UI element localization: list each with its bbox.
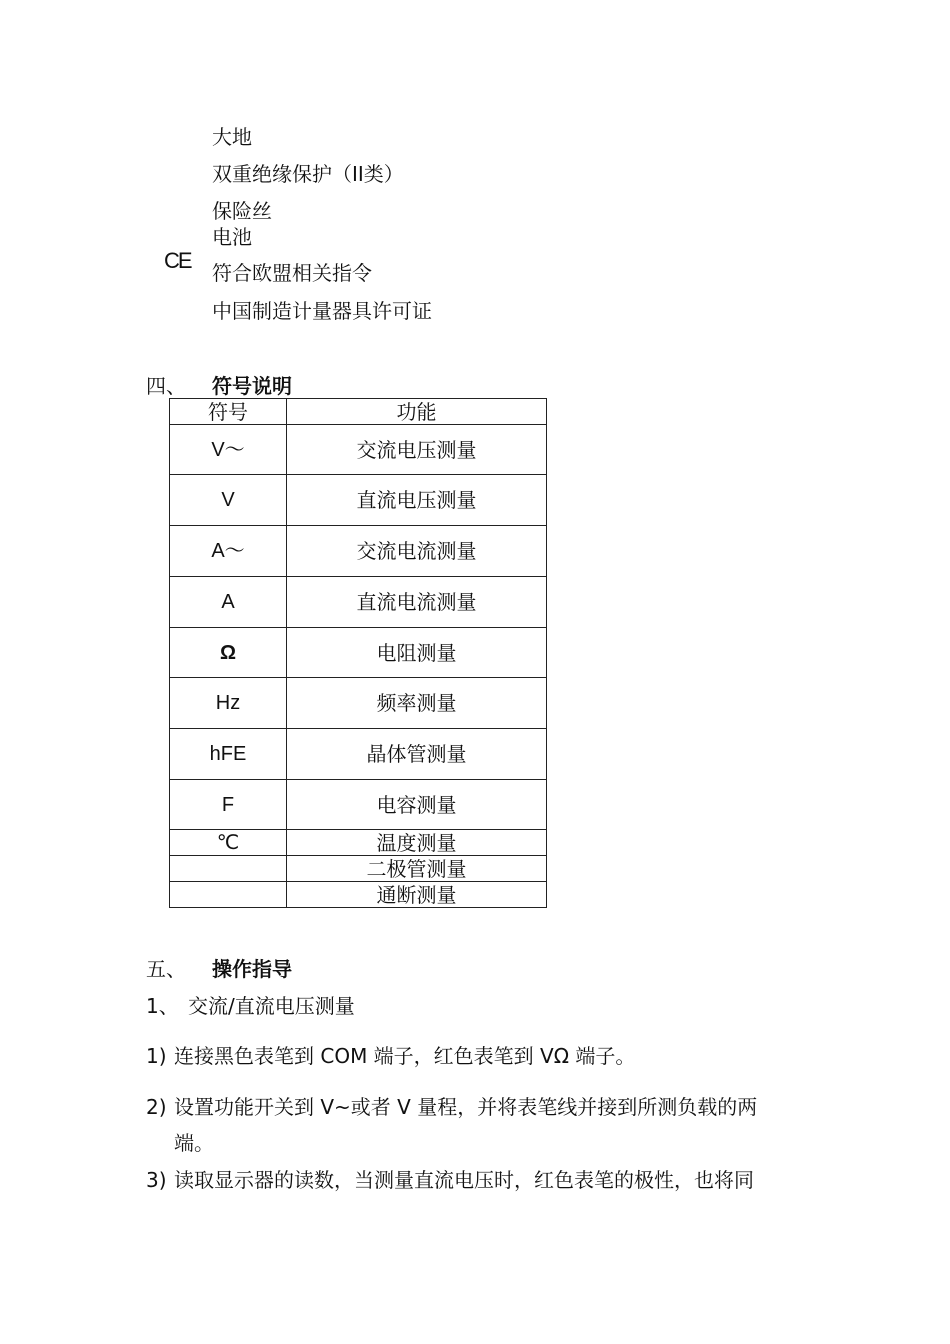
symbol-item-ground: 大地 (212, 125, 252, 149)
table-header-function: 功能 (287, 399, 547, 425)
table-cell-symbol: A (170, 577, 287, 628)
symbol-item-double-insulation: 双重绝缘保护（II类） (212, 162, 404, 186)
step-text: 读取显示器的读数，当测量直流电压时，红色表笔的极性，也将同 (174, 1168, 754, 1192)
section-title: 操作指导 (212, 957, 292, 981)
ce-mark-icon: CE (164, 248, 191, 273)
table-cell-function: 晶体管测量 (287, 729, 547, 780)
table-cell-symbol: F (170, 780, 287, 830)
table-cell-symbol: hFE (170, 729, 287, 780)
table-header-row (170, 399, 547, 425)
table-row (170, 526, 547, 577)
step-number: 3) (146, 1168, 167, 1192)
symbol-item-cmc: 中国制造计量器具许可证 (212, 299, 432, 323)
table-row (170, 678, 547, 729)
table-cell-function: 直流电压测量 (287, 475, 547, 526)
table-cell-symbol: ℃ (170, 830, 287, 856)
table-cell-function: 频率测量 (287, 678, 547, 729)
section-number: 五、 (146, 957, 186, 981)
table-row (170, 882, 547, 908)
table-cell-function: 二极管测量 (287, 856, 547, 882)
table-cell-symbol (170, 856, 287, 882)
table-cell-function: 温度测量 (287, 830, 547, 856)
table-row (170, 475, 547, 526)
table-cell-function: 电容测量 (287, 780, 547, 830)
section-title: 符号说明 (212, 374, 292, 398)
table-row (170, 780, 547, 830)
table-cell-symbol: V (170, 475, 287, 526)
step-number: 2) (146, 1095, 167, 1119)
table-row (170, 856, 547, 882)
symbol-item-battery: 电池 (212, 225, 252, 249)
step-text: 连接黑色表笔到 COM 端子，红色表笔到 VΩ 端子。 (174, 1044, 636, 1068)
table-cell-function: 交流电流测量 (287, 526, 547, 577)
table-cell-symbol: Ω (170, 628, 287, 678)
step-text-continued: 端。 (174, 1131, 214, 1155)
table-cell-function: 通断测量 (287, 882, 547, 908)
symbol-item-ce: 符合欧盟相关指令 (212, 261, 372, 285)
table-row (170, 425, 547, 475)
section-number: 四、 (146, 374, 186, 398)
table-cell-function: 交流电压测量 (287, 425, 547, 475)
subsection-title: 交流/直流电压测量 (188, 994, 355, 1018)
step-text: 设置功能开关到 V~或者 V 量程，并将表笔线并接到所测负载的两 (174, 1095, 758, 1119)
table-row (170, 830, 547, 856)
table-cell-symbol: Hz (170, 678, 287, 729)
table-cell-function: 电阻测量 (287, 628, 547, 678)
step-number: 1) (146, 1044, 167, 1068)
symbol-table (169, 398, 547, 908)
table-cell-symbol: V～ (170, 425, 287, 475)
subsection-number: 1、 (146, 994, 179, 1018)
table-cell-symbol (170, 882, 287, 908)
table-cell-symbol: A～ (170, 526, 287, 577)
table-row (170, 729, 547, 780)
table-cell-function: 直流电流测量 (287, 577, 547, 628)
table-row (170, 628, 547, 678)
symbol-item-fuse: 保险丝 (212, 199, 272, 223)
table-header-symbol: 符号 (170, 399, 287, 425)
table-row (170, 577, 547, 628)
